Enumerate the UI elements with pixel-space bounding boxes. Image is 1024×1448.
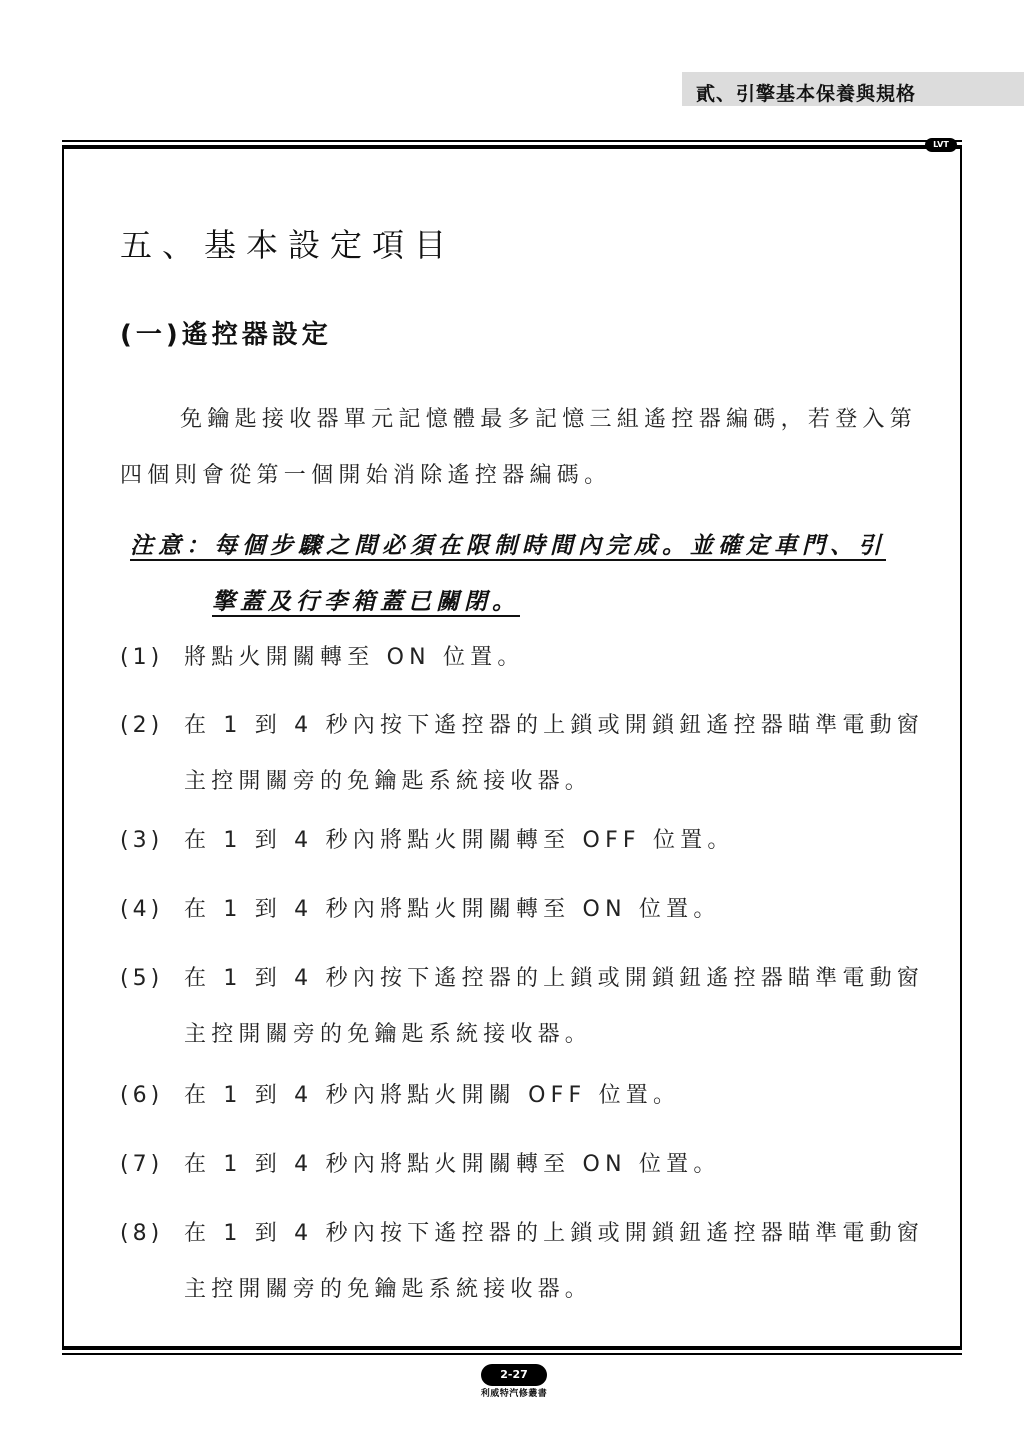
- publisher-logo-icon: LVT: [925, 138, 957, 152]
- step-number: (5): [120, 966, 164, 991]
- page-number: 2-27: [481, 1364, 547, 1386]
- step-text: 在 1 到 4 秒內將點火開關轉至 OFF 位置。: [184, 828, 735, 853]
- step-number: (7): [120, 1152, 164, 1177]
- step-text: 在 1 到 4 秒內按下遙控器的上鎖或開鎖鈕遙控器瞄準電動窗主控開關旁的免鑰匙系統接收器。: [184, 966, 924, 1047]
- intro-paragraph: 免鑰匙接收器單元記憶體最多記憶三組遙控器編碼，若登入第四個則會從第一個開始消除遙控器編碼。: [120, 407, 918, 488]
- step-text: 在 1 到 4 秒內將點火開關轉至 ON 位置。: [184, 1152, 721, 1177]
- section-heading: 五、基本設定項目: [120, 226, 457, 264]
- top-rule: [62, 140, 962, 142]
- step-text: 在 1 到 4 秒內將點火開關轉至 ON 位置。: [184, 897, 721, 922]
- step-text: 將點火開關轉至 ON 位置。: [184, 645, 525, 670]
- step-number: (4): [120, 897, 164, 922]
- caution-note: [130, 518, 930, 630]
- step-text: 在 1 到 4 秒內按下遙控器的上鎖或開鎖鈕遙控器瞄準電動窗主控開關旁的免鑰匙系統接收器。: [184, 1221, 924, 1302]
- chapter-title: 貳、引擎基本保養與規格: [696, 83, 917, 105]
- caution-line-1: 注意：每個步驟之間必須在限制時間內完成。並確定車門、引: [130, 533, 886, 559]
- step-number: (2): [120, 713, 164, 738]
- step-number: (6): [120, 1083, 164, 1108]
- page-frame-right: [960, 149, 962, 1347]
- publisher-caption: 利威特汽修叢書: [480, 1389, 548, 1399]
- step-number: (3): [120, 828, 164, 853]
- top-rule-thick: [62, 145, 962, 149]
- page-frame-left: [62, 149, 64, 1347]
- bottom-rule-thick: [62, 1346, 962, 1350]
- step-text: 在 1 到 4 秒內將點火開關 OFF 位置。: [184, 1083, 681, 1108]
- step-number: (1): [120, 645, 164, 670]
- step-text: 在 1 到 4 秒內按下遙控器的上鎖或開鎖鈕遙控器瞄準電動窗主控開關旁的免鑰匙系統接收器。: [184, 713, 924, 794]
- bottom-rule: [62, 1353, 962, 1355]
- step-number: (8): [120, 1221, 164, 1246]
- caution-line-2: 擎蓋及行李箱蓋已關閉。: [212, 589, 520, 615]
- sub-heading: (一)遙控器設定: [120, 320, 332, 350]
